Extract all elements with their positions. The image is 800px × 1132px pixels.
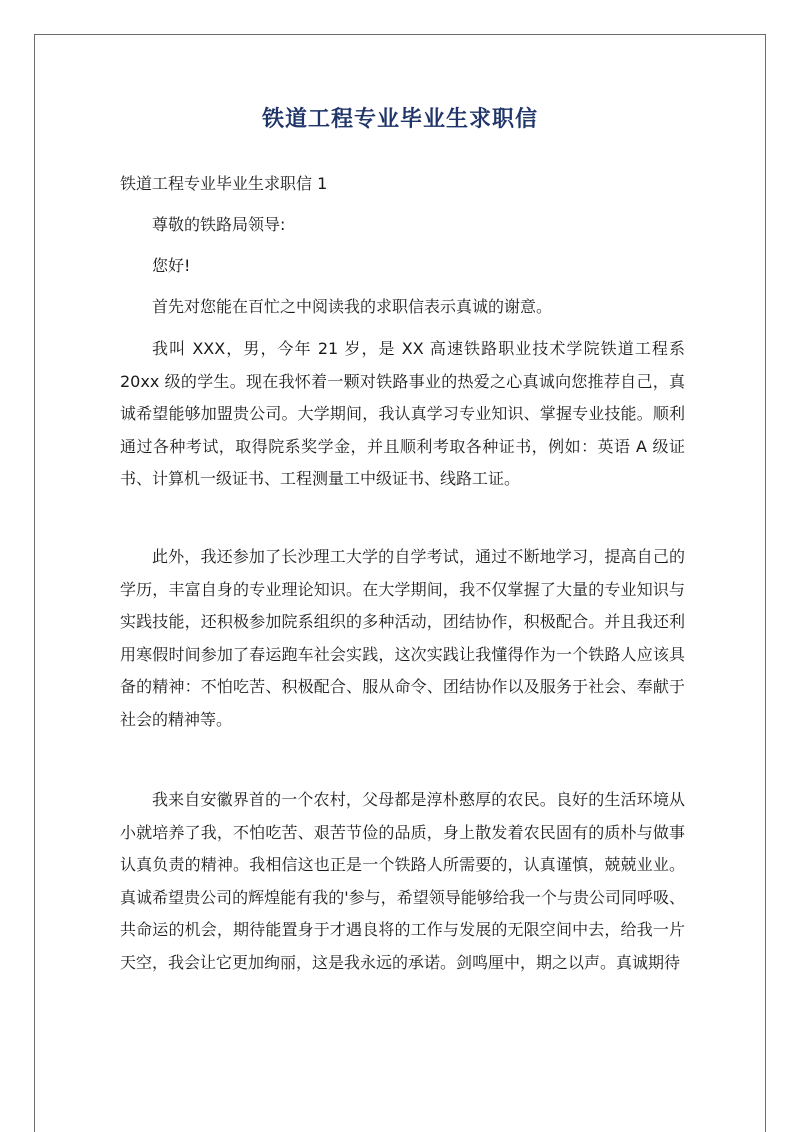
paragraph-background: 我叫 XXX，男，今年 21 岁，是 XX 高速铁路职业技术学院铁道工程系 20xx 级的学生。现在我怀着一颗对铁路事业的热爱之心真诚向您推荐自己，真诚希望能够加盟贵公司。大学期间，我认真学习专业知识、掌握专业技能。顺利通过各种考试，取得院系奖学金，并且顺利考取各种证书，例如：英语 A 级证书、计算机一级证书、工程测量工中级证书、线路工证。 <box>120 339 685 489</box>
salutation: 尊敬的铁路局领导: <box>152 215 286 234</box>
paragraph-intro: 首先对您能在百忙之中阅读我的求职信表示真诚的谢意。 <box>152 297 553 316</box>
paragraph-experience: 此外，我还参加了长沙理工大学的自学考试，通过不断地学习，提高自己的学历，丰富自身的专业理论知识。在大学期间，我不仅掌握了大量的专业知识与实践技能，还积极参加院系组织的多种活动，团结协作，积极配合。并且我还利用寒假时间参加了春运跑车社会实践，这次实践让我懂得作为一个铁路人应该具备的精神：不怕吃苦、积极配合、服从命令、团结协作以及服务于社会、奉献于社会的精神等。 <box>120 547 685 729</box>
greeting: 您好! <box>152 256 191 275</box>
document-title: 铁道工程专业毕业生求职信 <box>261 107 538 132</box>
document-subtitle: 铁道工程专业毕业生求职信 1 <box>120 174 328 193</box>
paragraph-personal: 我来自安徽界首的一个农村，父母都是淳朴憨厚的农民。良好的生活环境从小就培养了我，不怕吃苦、艰苦节俭的品质，身上散发着农民固有的质朴与做事认真负责的精神。我相信这也正是一个铁路人所需要的，认真谨慎，兢兢业业。真诚希望贵公司的辉煌能有我的'参与，希望领导能够给我一个与贵公司同呼吸、共命运的机会，期待能置身于才遇良将的工作与发展的无限空间中去，给我一片天空，我会让它更加绚丽，这是我永远的承诺。剑鸣厘中，期之以声。真诚期待 <box>120 790 685 972</box>
